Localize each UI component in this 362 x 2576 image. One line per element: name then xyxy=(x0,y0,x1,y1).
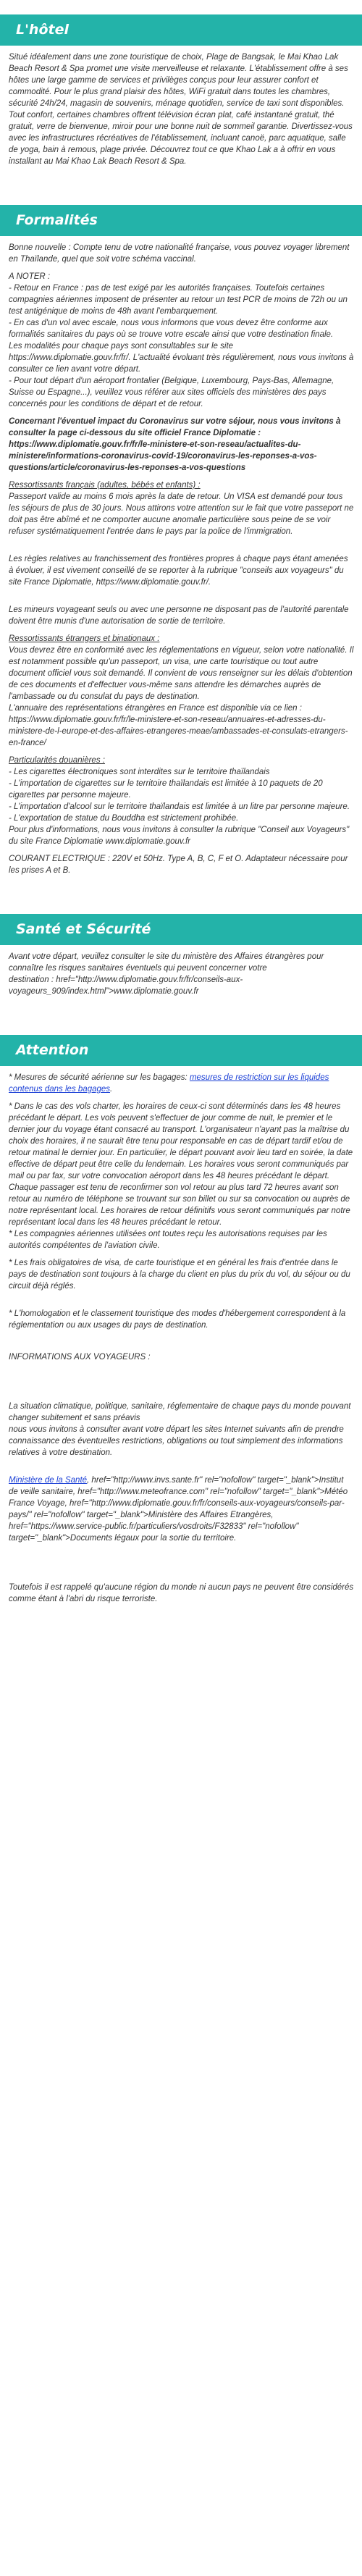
formalites-frontier: Les règles relatives au franchissement des frontières propres à chaque pays étant amenées à évoluer, il est vivement conseillé de se reporter à la rubrique "conseils aux voyageurs" du site France Diplomatie, https://www.diplomatie.gouv.fr/. xyxy=(9,555,348,587)
formalites-intro: Bonne nouvelle : Compte tenu de votre nationalité française, vous pouvez voyager librement en Thaïlande, quel que soit votre schéma vaccinal. xyxy=(9,243,350,264)
formalites-note: A NOTER : - Retour en France : pas de test exigé par les autorités françaises. Toutefois certaines compagnies aériennes imposent de présenter au retour un test PCR de moins de 72h ou un test antigénique de moins de 48h avant l'embarquement. - En cas d'un vol avec escale, nous vous informons que vous devez être conforme aux formalités sanitaires du pays où se trouve votre escale ainsi que votre destination finale. Les modalités pour chaque pays sont consultables sur le site https://www.diplomatie.gouv.fr/fr/. L'actualité évoluant très régulièrement, nous vous invitons à consulter ce lien avant votre départ. - Pour tout départ d'un aéroport frontalier (Belgique, Luxembourg, Pays-Bas, Allemagne, Suisse ou Espagne...), veuillez vous référer aux sites officiels des ministères des pays concernés pour les conditions de départ et de retour. xyxy=(9,272,354,408)
formalites-fr-heading: Ressortissants français (adultes, bébés et enfants) : xyxy=(9,481,201,490)
baggage-restriction-link[interactable]: mesures de restriction sur les liquides contenus dans les bagages xyxy=(9,1073,329,1094)
hotel-section xyxy=(0,14,362,167)
formalites-foreign-heading: Ressortissants étrangers et binationaux : xyxy=(9,634,160,643)
formalites-fr-text: Passeport valide au moins 6 mois après la date de retour. Un VISA est demandé pour tous les séjours de plus de 30 jours. Nous attirons votre attention sur le fait que votre passeport ne doit pas être abîmé et ne comporter aucune anomalie particulière sous peine de se voir refuser systématiquement l'entrée dans le pays par la police de l'immigration. xyxy=(9,492,354,536)
formalites-section xyxy=(0,205,362,876)
attention-baggage-post: . xyxy=(110,1085,113,1094)
formalites-electric: COURANT ELECTRIQUE : 220V et 50Hz. Type A, B, C, F et O. Adaptateur nécessaire pour les prises A et B. xyxy=(9,855,348,875)
formalites-title: Formalités xyxy=(0,205,362,236)
attention-title: Attention xyxy=(0,1035,362,1066)
attention-section xyxy=(0,1035,362,1605)
formalites-minors: Les mineurs voyageant seuls ou avec une personne ne disposant pas de l'autorité parentale doivent être munis d'une autorisation de sortie de territoire. xyxy=(9,605,349,626)
attention-baggage xyxy=(9,1072,355,1095)
sante-text: Avant votre départ, veuillez consulter le site du ministère des Affaires étrangères pour connaître les risques sanitaires éventuels qui peuvent concerner votre destination : href="http://www.diplomatie.gouv.fr/fr/conseils-aux-voyageurs_909/index.html">www.diplomatie.gouv.fr xyxy=(9,952,324,996)
hotel-description: Situé idéalement dans une zone touristique de choix, Plage de Bangsak, le Mai Khao Lak Beach Resort & Spa promet une visite merveilleuse et relaxante. L'établissement offre à ses hôtes une large gamme de services et privilèges conçus pour leur assurer confort et commodité. Pour le plus grand plaisir des hôtes, WiFi gratuit dans toutes les chambres, sécurité 24h/24, magasin de souvenirs, ménage quotidien, service de taxi sont disponibles. Tout confort, certaines chambres offrent télévision écran plat, café instantané gratuit, thé gratuit, verre de bienvenue, miroir pour une bonne nuit de sommeil garantie. Divertissez-vous avec les infrastructures récréatives de l'établissement, incluant canoë, parc aquatique, salle de yoga, bain à remous, plage privée. Découvrez tout ce que Khao Lak a à offrir en vous installant au Mai Khao Lak Beach Resort & Spa. xyxy=(9,53,353,166)
attention-charter: * Dans le cas des vols charter, les horaires de ceux-ci sont déterminés dans les 48 heures précédant le départ. Les vols peuvent s'effectuer de jour comme de nuit, le premier et le dernier jour du voyage étant consacré au transport. L'organisateur n'ayant pas la maîtrise du choix des horaires, il ne saurait être tenu pour responsable en cas de départ tardif et/ou de retour matinal le dernier jour. En particulier, le départ pouvant avoir lieu tard en soirée, la date effective de départ peut être celle du lendemain. Les horaires vous seront communiqués par mail ou par fax, sur votre convocation aéroport dans les 48 heures précédant le départ. Chaque passager est tenu de reconfirmer son vol retour au plus tard 72 heures avant son retour au numéro de téléphone se trouvant sur son billet ou sur sa convocation ou auprès de notre représentant local. Les horaires de retour définitifs vous seront communiqués par notre représentant local dans les 48 heures précédant le retour. * Les compagnies aériennes utilisées ont toutes reçu les autorisations requises par les autorités compétentes de l'aviation civile. xyxy=(9,1102,353,1250)
sante-section xyxy=(0,914,362,997)
attention-terrorism: Toutefois il est rappelé qu'aucune région du monde ni aucun pays ne peuvent être considérés comme étant à l'abri du risque terroriste. xyxy=(9,1583,354,1603)
formalites-customs-heading: Particularités douanières : xyxy=(9,756,105,765)
sante-title: Santé et Sécurité xyxy=(0,914,362,945)
attention-links xyxy=(9,1474,355,1544)
attention-info-heading: INFORMATIONS AUX VOYAGEURS : xyxy=(9,1353,151,1362)
attention-info-text: La situation climatique, politique, sanitaire, réglementaire de chaque pays du monde pouvant changer subitement et sans préavis nous vous invitons à consulter avant votre départ les sites Internet suivants afin de prendre connaissance des éventuelles restrictions, obligations ou tout simplement des informations relatives à votre destination. xyxy=(9,1402,351,1457)
formalites-customs-text: - Les cigarettes électroniques sont interdites sur le territoire thaïlandais - L'importation de cigarettes sur le territoire thaïlandais est limitée à 10 paquets de 20 cigarettes par personne majeure. - L'importation d'alcool sur le territoire thaïlandais est limitée à un litre par personne majeure. - L'exportation de statue du Bouddha est strictement prohibée. Pour plus d'informations, nous vous invitons à consulter la rubrique "Conseil aux Voyageurs" du site France Diplomatie www.diplomatie.gouv.fr xyxy=(9,768,350,846)
attention-links-text: , href="http://www.invs.sante.fr" rel="nofollow" target="_blank">Institut de veille sanitaire, href="http://www.meteofrance.com" rel="nofollow" target="_blank">Météo France Voyage, href="http://www.diplomatie.gouv.fr/fr/conseils-aux-voyageurs/conseils-par-pays/" rel="nofollow" target="_blank">Ministère des Affaires Etrangères, href="https://www.service-public.fr/particuliers/vosdroits/F32833" rel="nofollow" target="_blank">Documents légaux pour la sortie du territoire. xyxy=(9,1476,348,1543)
formalites-covid: Concernant l'éventuel impact du Coronavirus sur votre séjour, nous vous invitons à consulter la page ci-dessous du site officiel France Diplomatie : https://www.diplomatie.gouv.fr/fr/le-ministere-et-son-reseau/actualites-du-ministere/informations-coronavirus-covid-19/coronavirus-les-reponses-a-vos-questions/article/coronavirus-les-reponses-a-vos-questions xyxy=(9,417,341,472)
attention-baggage-pre: * Mesures de sécurité aérienne sur les bagages: xyxy=(9,1073,190,1082)
formalites-foreign-text: Vous devrez être en conformité avec les réglementations en vigueur, selon votre nationalité. Il est notamment possible qu'un passeport, un visa, une carte touristique ou tout autre document officiel vous soit demandé. Il convient de vous renseigner sur les délais d'obtention de ces documents et d'effectuer vous-même sans attendre les démarches auprès de l'ambassade ou du consulat du pays de destination. L'annuaire des représentations étrangères en France est disponible via ce lien : https://www.diplomatie.gouv.fr/fr/le-ministere-et-son-reseau/annuaires-et-adresses-du-ministere-de-l-europe-et-des-affaires-etrangeres-meae/ambassades-et-consulats-etrangers-en-france/ xyxy=(9,646,354,747)
attention-homologation: * L'homologation et le classement touristique des modes d'hébergement correspondent à la réglementation ou aux usages du pays de destination. xyxy=(9,1309,346,1330)
attention-visa-fees: * Les frais obligatoires de visa, de carte touristique et en général les frais d'entrée dans le pays de destination sont toujours à la charge du client en plus du prix du vol, du séjour ou du circuit déjà réglés. xyxy=(9,1259,350,1291)
ministere-sante-link[interactable]: Ministère de la Santé xyxy=(9,1476,88,1485)
hotel-title: L'hôtel xyxy=(0,14,362,46)
